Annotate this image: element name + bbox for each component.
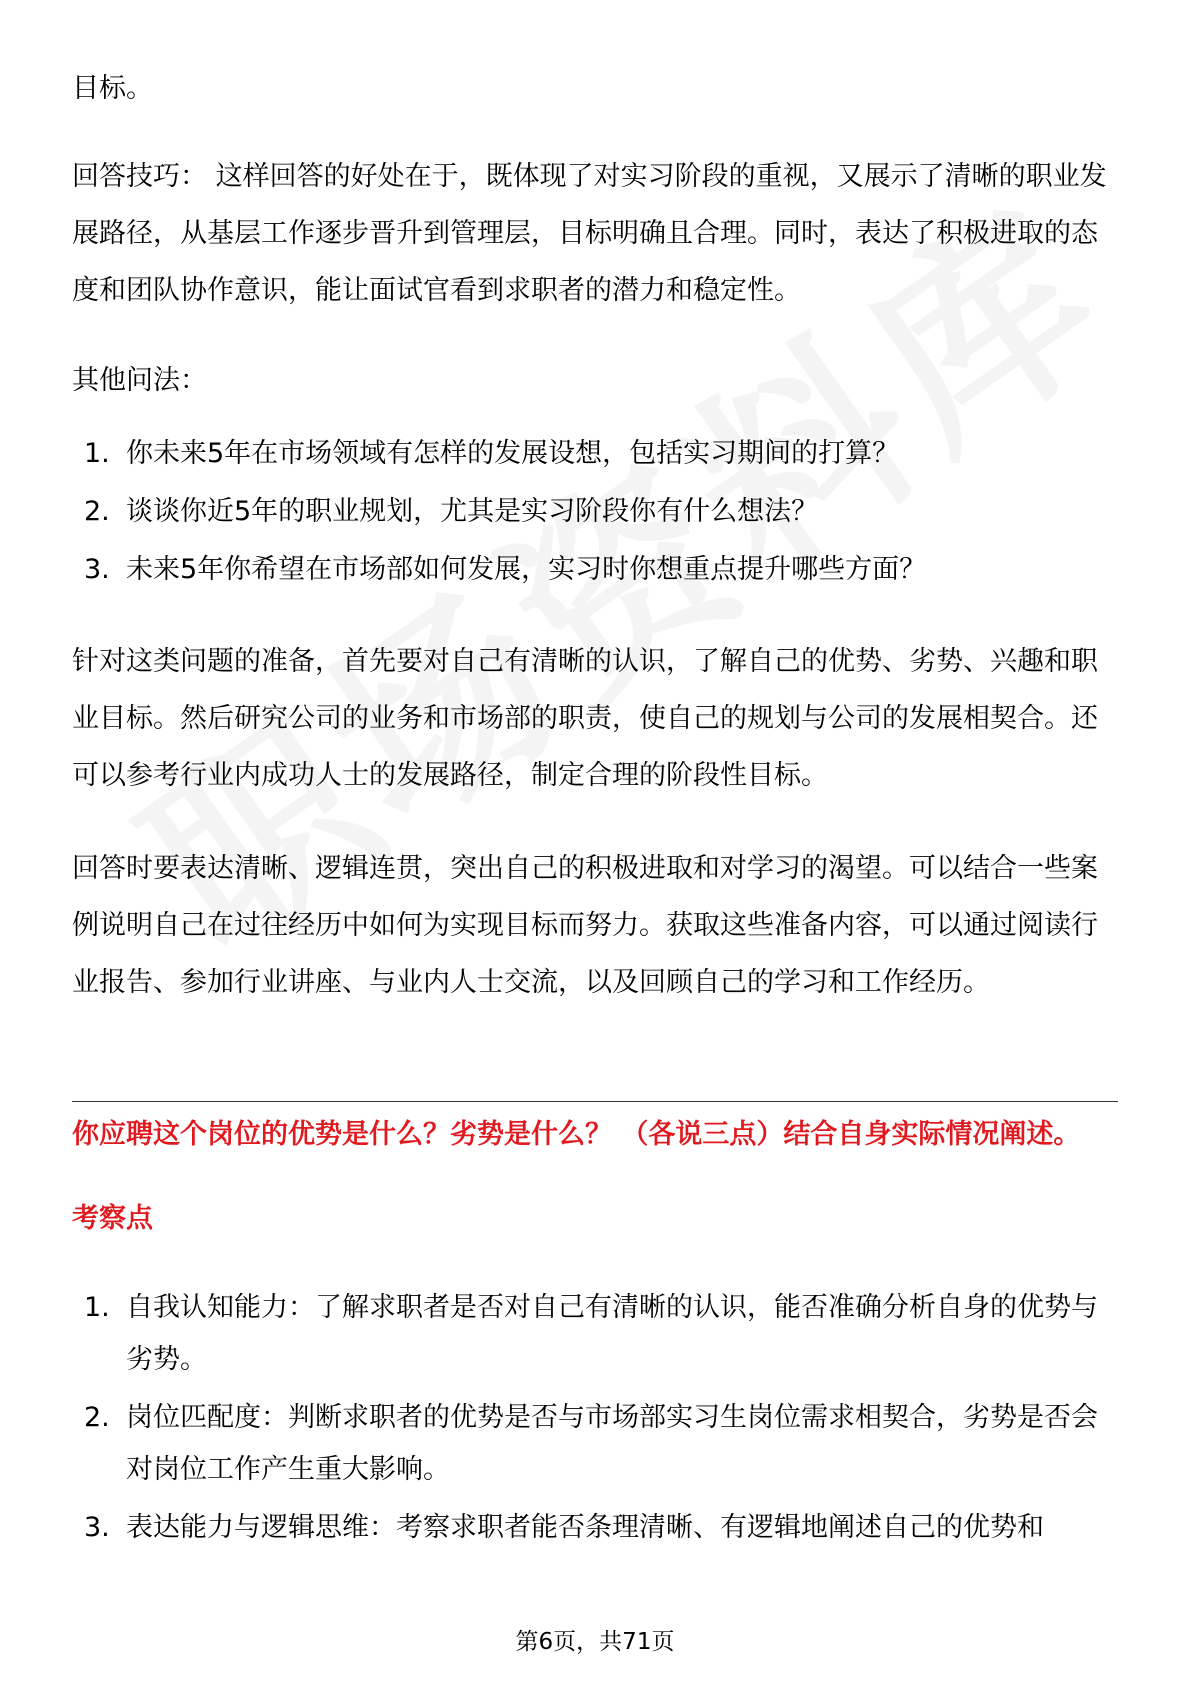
list-item [72,425,1118,483]
list-item [72,483,1118,541]
list-item [72,541,1118,599]
intro-fragment: 目标。 [72,73,153,104]
list-item-text: 表达能力与逻辑思维：考察求职者能否条理清晰、有逻辑地阐述自己的优势和 [126,1512,1044,1543]
list-item-number: 1. [84,438,110,469]
list-item [72,1502,1118,1554]
list-item-number: 2. [84,496,110,527]
other-questions-list [72,425,1118,599]
list-item-text: 自我认知能力：了解求职者是否对自己有清晰的认识，能否准确分析自身的优势与劣势。 [126,1292,1098,1375]
list-item [72,1392,1118,1496]
tip-paragraph: 回答技巧： 这样回答的好处在于，既体现了对实习阶段的重视，又展示了清晰的职业发展路径，从基层工作逐步晋升到管理层，目标明确且合理。同时，表达了积极进取的态度和团队协作意识，能让面试官看到求职者的潜力和稳定性。 [72,161,1107,306]
exam-points-list [72,1282,1118,1560]
list-item-number: 2. [84,1402,110,1433]
section-divider [72,1101,1118,1102]
list-item-text: 未来5年你希望在市场部如何发展，实习时你想重点提升哪些方面？ [126,554,927,585]
list-item-number: 3. [84,554,110,585]
answer-paragraph: 回答时要表达清晰、逻辑连贯，突出自己的积极进取和对学习的渴望。可以结合一些案例说明自己在过往经历中如何为实现目标而努力。获取这些准备内容，可以通过阅读行业报告、参加行业讲座、与业内人士交流，以及回顾自己的学习和工作经历。 [72,853,1098,998]
list-item-number: 1. [84,1292,110,1323]
list-item-text: 你未来5年在市场领域有怎样的发展设想，包括实习期间的打算？ [126,438,900,469]
other-questions-label: 其他问法： [72,365,207,396]
list-item-number: 3. [84,1512,110,1543]
page-number: 第6页，共71页 [515,1629,675,1655]
question-title: 你应聘这个岗位的优势是什么？劣势是什么？ （各说三点）结合自身实际情况阐述。 [72,1119,1081,1150]
list-item-text: 谈谈你近5年的职业规划，尤其是实习阶段你有什么想法？ [126,496,819,527]
list-item-text: 岗位匹配度：判断求职者的优势是否与市场部实习生岗位需求相契合，劣势是否会对岗位工作产生重大影响。 [126,1402,1098,1485]
exam-points-label: 考察点 [72,1203,153,1234]
prep-paragraph: 针对这类问题的准备，首先要对自己有清晰的认识，了解自己的优势、劣势、兴趣和职业目标。然后研究公司的业务和市场部的职责，使自己的规划与公司的发展相契合。还可以参考行业内成功人士的发展路径，制定合理的阶段性目标。 [72,646,1098,791]
list-item [72,1282,1118,1386]
